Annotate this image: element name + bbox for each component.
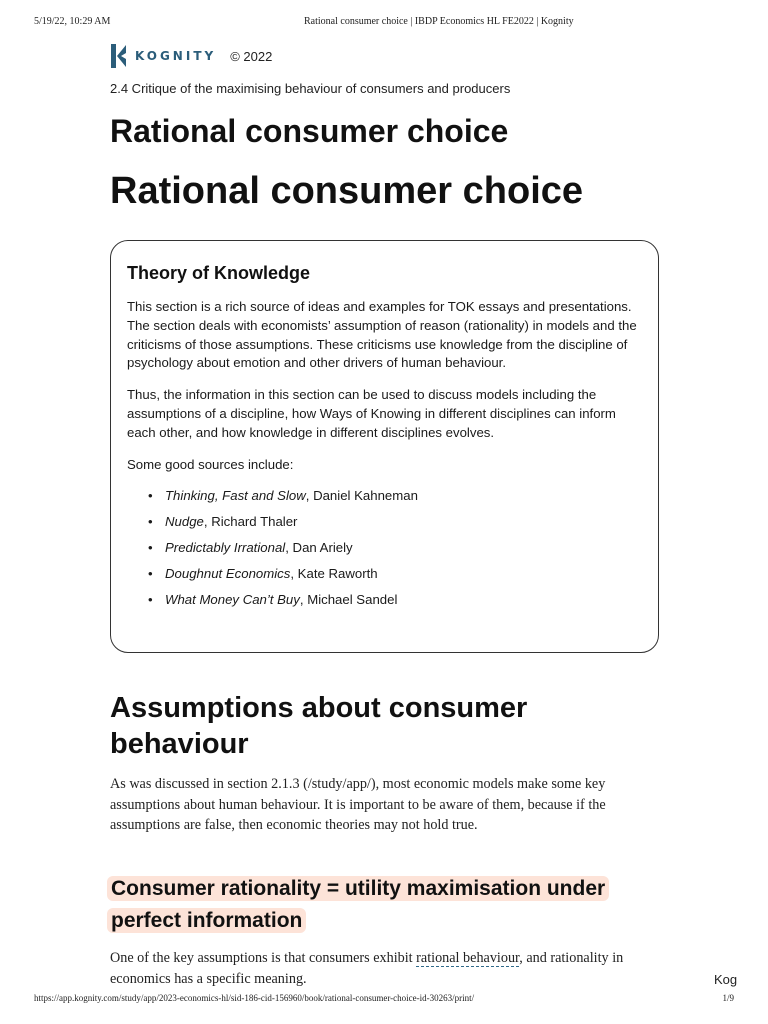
kognity-logo-icon — [111, 44, 127, 68]
tok-heading: Theory of Knowledge — [127, 263, 311, 283]
paragraph-text: , and rationality in economics has a specific meaning. — [110, 950, 624, 987]
highlighted-heading-text: Consumer rationality = utility maximisation under perfect information — [107, 876, 609, 933]
source-author: , Kate Raworth — [290, 566, 378, 582]
brand-name: KOGNITY — [135, 49, 217, 63]
list-item — [148, 565, 642, 584]
source-author: , Richard Thaler — [203, 514, 298, 530]
bullet-icon: • — [148, 540, 153, 556]
source-title: Thinking, Fast and Slow — [165, 488, 306, 504]
copyright: © 2022 — [230, 48, 273, 64]
section-paragraph-2 — [110, 948, 658, 989]
bullet-icon: • — [148, 488, 153, 504]
source-title: Doughnut Economics — [165, 566, 291, 582]
brand-row — [111, 44, 272, 68]
source-title: Predictably Irrational — [165, 540, 286, 556]
page-title-small: Rational consumer choice — [110, 113, 509, 149]
footer-brand: Kog — [714, 972, 738, 987]
page-title: Rational consumer choice — [110, 170, 584, 212]
source-title: What Money Can’t Buy — [165, 592, 300, 608]
section-heading: Assumptions about consumer behaviour — [110, 692, 528, 760]
bullet-icon: • — [148, 566, 153, 582]
list-item — [148, 513, 642, 532]
tok-paragraph-1: This section is a rich source of ideas and examples for TOK essays and presentations. The section deals with economists’ assumption of reason (rationality) in models and the criticisms of those assumptions. These criticisms use knowledge from the discipline of psychology about emotion and other drivers of human behaviour. — [127, 299, 637, 371]
section-paragraph-1: As was discussed in section 2.1.3 (/study/app/), most economic models make some key assumptions about human behaviour. It is important to be aware of them, because if the assumptions are false, then economic theories may not hold true. — [110, 776, 606, 833]
list-item — [148, 539, 642, 558]
print-doc-title: Rational consumer choice | IBDP Economics HL FE2022 | Kognity — [304, 16, 574, 27]
bullet-icon: • — [148, 592, 153, 608]
breadcrumb[interactable]: 2.4 Critique of the maximising behaviour of consumers and producers — [110, 81, 511, 96]
print-date: 5/19/22, 10:29 AM — [34, 16, 111, 27]
source-title: Nudge — [165, 514, 204, 530]
source-author: , Daniel Kahneman — [305, 488, 418, 504]
list-item — [148, 591, 642, 610]
glossary-term-link[interactable]: rational behaviour — [416, 950, 520, 966]
source-author: , Michael Sandel — [299, 592, 398, 608]
list-item — [148, 487, 642, 506]
tok-paragraph-2: Thus, the information in this section can be used to discuss models including the assumptions of a discipline, how Ways of Knowing in different disciplines can inform each other, and how knowledge in different disciplines evolves. — [127, 387, 616, 440]
source-author: , Dan Ariely — [285, 540, 353, 556]
tok-paragraph-3: Some good sources include: — [127, 456, 294, 472]
subsection-heading — [107, 873, 647, 937]
sources-list — [127, 487, 642, 610]
tok-box — [110, 240, 659, 653]
page-number: 1/9 — [722, 993, 734, 1003]
print-url: https://app.kognity.com/study/app/2023-economics-hl/sid-186-cid-156960/book/rational-consumer-choice-id-30263/print/ — [34, 993, 475, 1003]
bullet-icon: • — [148, 514, 153, 530]
paragraph-text: One of the key assumptions is that consumers exhibit — [110, 950, 417, 966]
